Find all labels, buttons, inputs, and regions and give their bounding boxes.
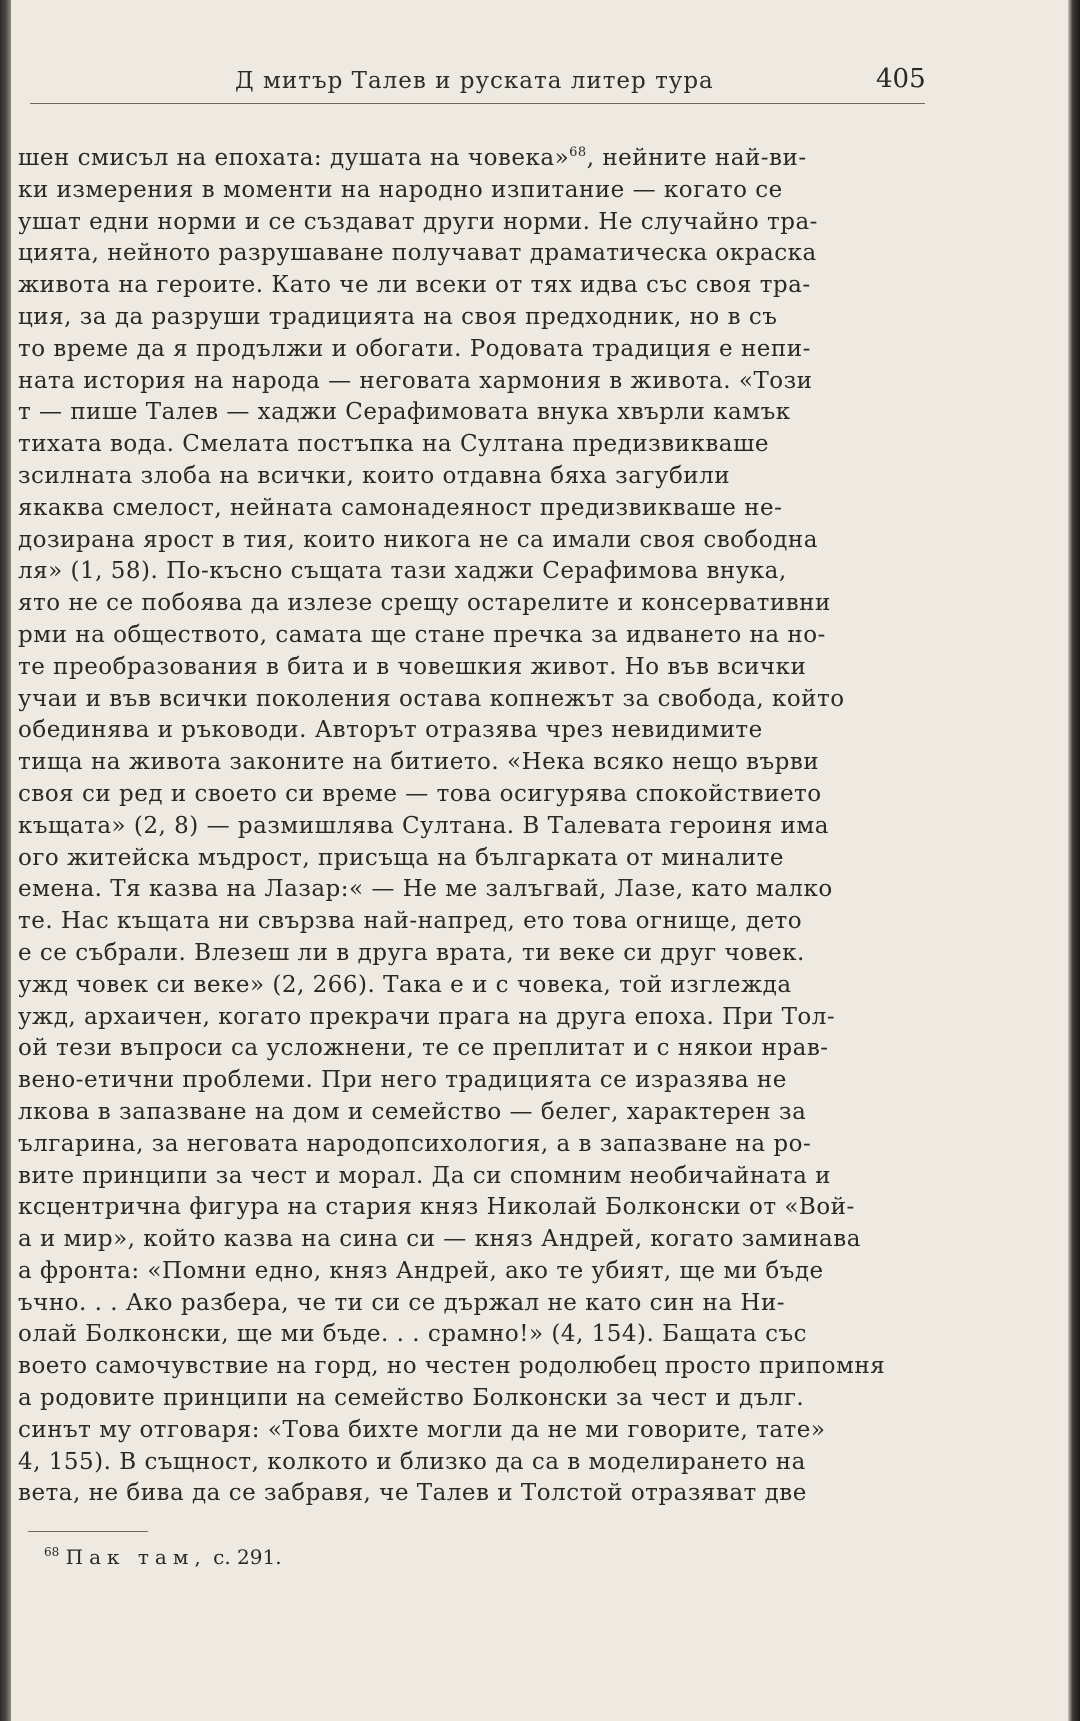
text-line: ужд човек си веке» (2, 266). Така е и с човека, той изглежда (18, 971, 792, 998)
text-line: живота на героите. Като че ли всеки от тях идва със своя тра- (18, 272, 811, 299)
text-line: тихата вода. Смелата постъпка на Султана предизвикваше (18, 431, 769, 458)
text-line: а родовите принципи на семейство Болконски за чест и дълг. (18, 1385, 805, 1412)
text-line: лкова в запазване на дом и семейство — белег, характерен за (18, 1098, 807, 1125)
footnote (44, 1545, 282, 1569)
header-rule (30, 103, 925, 104)
text-line: ната история на народа — неговата хармония в живота. «Този (18, 367, 813, 394)
page-edge-shadow (1068, 0, 1080, 1721)
text-line: воето самочувствие на горд, но честен родолюбец просто припомня (18, 1353, 886, 1380)
text-line: своя си ред и своето си време — това осигурява спокойствието (18, 780, 822, 807)
text-line: якаква смелост, нейната самонадеяност предизвикваше не- (18, 494, 783, 521)
body-text (18, 143, 938, 1510)
text-line: тища на живота законите на битието. «Нека всяко нещо върви (18, 749, 820, 776)
text-line: 4, 155). В същност, колкото и близко да са в моделирането на (18, 1448, 806, 1475)
footnote-rule (28, 1531, 148, 1532)
text-line: е се събрали. Влезеш ли в друга врата, ти веке си друг човек. (18, 939, 805, 966)
text-line: а и мир», който казва на сина си — княз Андрей, когато заминава (18, 1226, 861, 1253)
text-line: ято не се побоява да излезе срещу остарелите и консервативни (18, 590, 831, 617)
text-line: вета, не бива да се забравя, че Талев и Толстой отразяват две (18, 1480, 807, 1507)
text-line: вите принципи за чест и морал. Да си спомним необичайната и (18, 1162, 831, 1189)
text-line: то време да я продължи и обогати. Родовата традиция е непи- (18, 335, 811, 362)
text-line: рми на обществото, самата ще стане пречка за идването на но- (18, 621, 826, 648)
running-title: Д митър Талев и руската литер тура (235, 68, 714, 94)
text-line: ългарина, за неговата народопсихология, а в запазване на ро- (18, 1130, 812, 1157)
text-line: шен смисъл на епохата: душата на човека»$^{68}$, нейните най-ви- (18, 145, 807, 171)
text-line: ки измерения в моменти на народно изпитание — когато се (18, 176, 783, 203)
text-line: учаи и във всички поколения остава копнежът за свобода, който (18, 685, 845, 712)
text-line: ъчно. . . Ако разбера, че ти си се държал не като син на Ни- (18, 1289, 786, 1316)
text-line: ушат едни норми и се създават други норми. Не случайно тра- (18, 208, 818, 235)
footnote-text: с. 291. (206, 1545, 282, 1569)
text-line: вено-етични проблеми. При него традицията се изразява не (18, 1067, 787, 1094)
text-line: олай Болконски, ще ми бъде. . . срамно!» (4, 154). Бащата със (18, 1321, 807, 1348)
text-line: зсилната злоба на всички, които отдавна бяха загубили (18, 462, 731, 489)
text-line: а фронта: «Помни едно, княз Андрей, ако те убият, ще ми бъде (18, 1257, 824, 1284)
text-line: ой тези въпроси са усложнени, те се преплитат и с някои нрав- (18, 1035, 829, 1062)
book-binding-shadow (0, 0, 11, 1721)
text-line: дозирана ярост в тия, които никога не са имали своя свободна (18, 526, 818, 553)
text-line: къщата» (2, 8) — размишлява Султана. В Талевата героиня има (18, 812, 829, 839)
text-line: ого житейска мъдрост, присъща на българката от миналите (18, 844, 784, 871)
footnote-label: Пак там, (65, 1545, 207, 1569)
footnote-reference: 68 (569, 145, 587, 160)
text-line: т — пише Талев — хаджи Серафимовата внука хвърли камък (18, 399, 791, 426)
text-line: ужд, архаичен, когато прекрачи прага на друга епоха. При Тол- (18, 1003, 836, 1030)
text-line: цията, нейното разрушаване получават драматическа окраска (18, 240, 817, 267)
text-line: емена. Тя казва на Лазар:« — Не ме залъгвай, Лазе, като малко (18, 876, 833, 903)
text-line: те. Нас къщата ни свързва най-напред, ето това огнище, дето (18, 908, 803, 935)
text-line: ксцентрична фигура на стария княз Николай Болконски от «Вой- (18, 1194, 855, 1221)
text-line: ля» (1, 58). По-късно същата тази хаджи Серафимова внука, (18, 558, 787, 585)
running-header (30, 60, 930, 100)
text-line: обединява и ръководи. Авторът отразява чрез невидимите (18, 717, 763, 744)
text-line: те преобразования в бита и в човешкия живот. Но във всички (18, 653, 807, 680)
footnote-number: 68 (44, 1545, 60, 1559)
text-line: синът му отговаря: «Това бихте могли да не ми говорите, тате» (18, 1416, 826, 1443)
page-number: 405 (876, 64, 926, 94)
text-line: ция, за да разруши традицията на своя предходник, но в съ (18, 303, 778, 330)
